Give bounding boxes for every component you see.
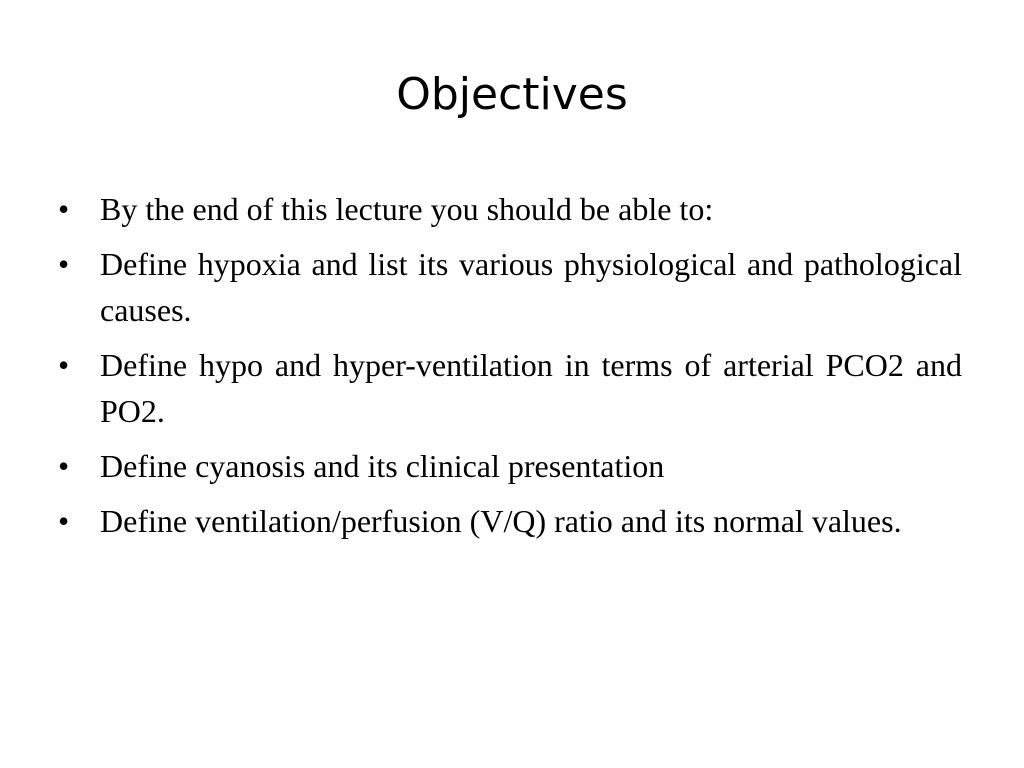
bullet-icon: • xyxy=(58,246,70,282)
objective-item xyxy=(58,342,962,434)
objective-text: By the end of this lecture you should be able to: xyxy=(100,191,714,227)
objective-item xyxy=(58,241,962,333)
objective-item xyxy=(58,443,962,489)
objectives-list xyxy=(58,186,962,553)
slide-title: Objectives xyxy=(396,69,628,120)
bullet-icon: • xyxy=(58,448,70,484)
bullet-icon: • xyxy=(58,347,70,383)
objective-text: Define cyanosis and its clinical presentation xyxy=(100,448,665,484)
bullet-icon: • xyxy=(58,503,70,539)
objective-item xyxy=(58,498,962,544)
objective-text: Define hypoxia and list its various physiological and pathological causes. xyxy=(100,246,962,328)
objective-item xyxy=(58,186,962,232)
objective-text: Define hypo and hyper-ventilation in terms of arterial PCO2 and PO2. xyxy=(100,347,962,429)
bullet-icon: • xyxy=(58,191,70,227)
objective-text: Define ventilation/perfusion (V/Q) ratio and its normal values. xyxy=(100,503,902,539)
